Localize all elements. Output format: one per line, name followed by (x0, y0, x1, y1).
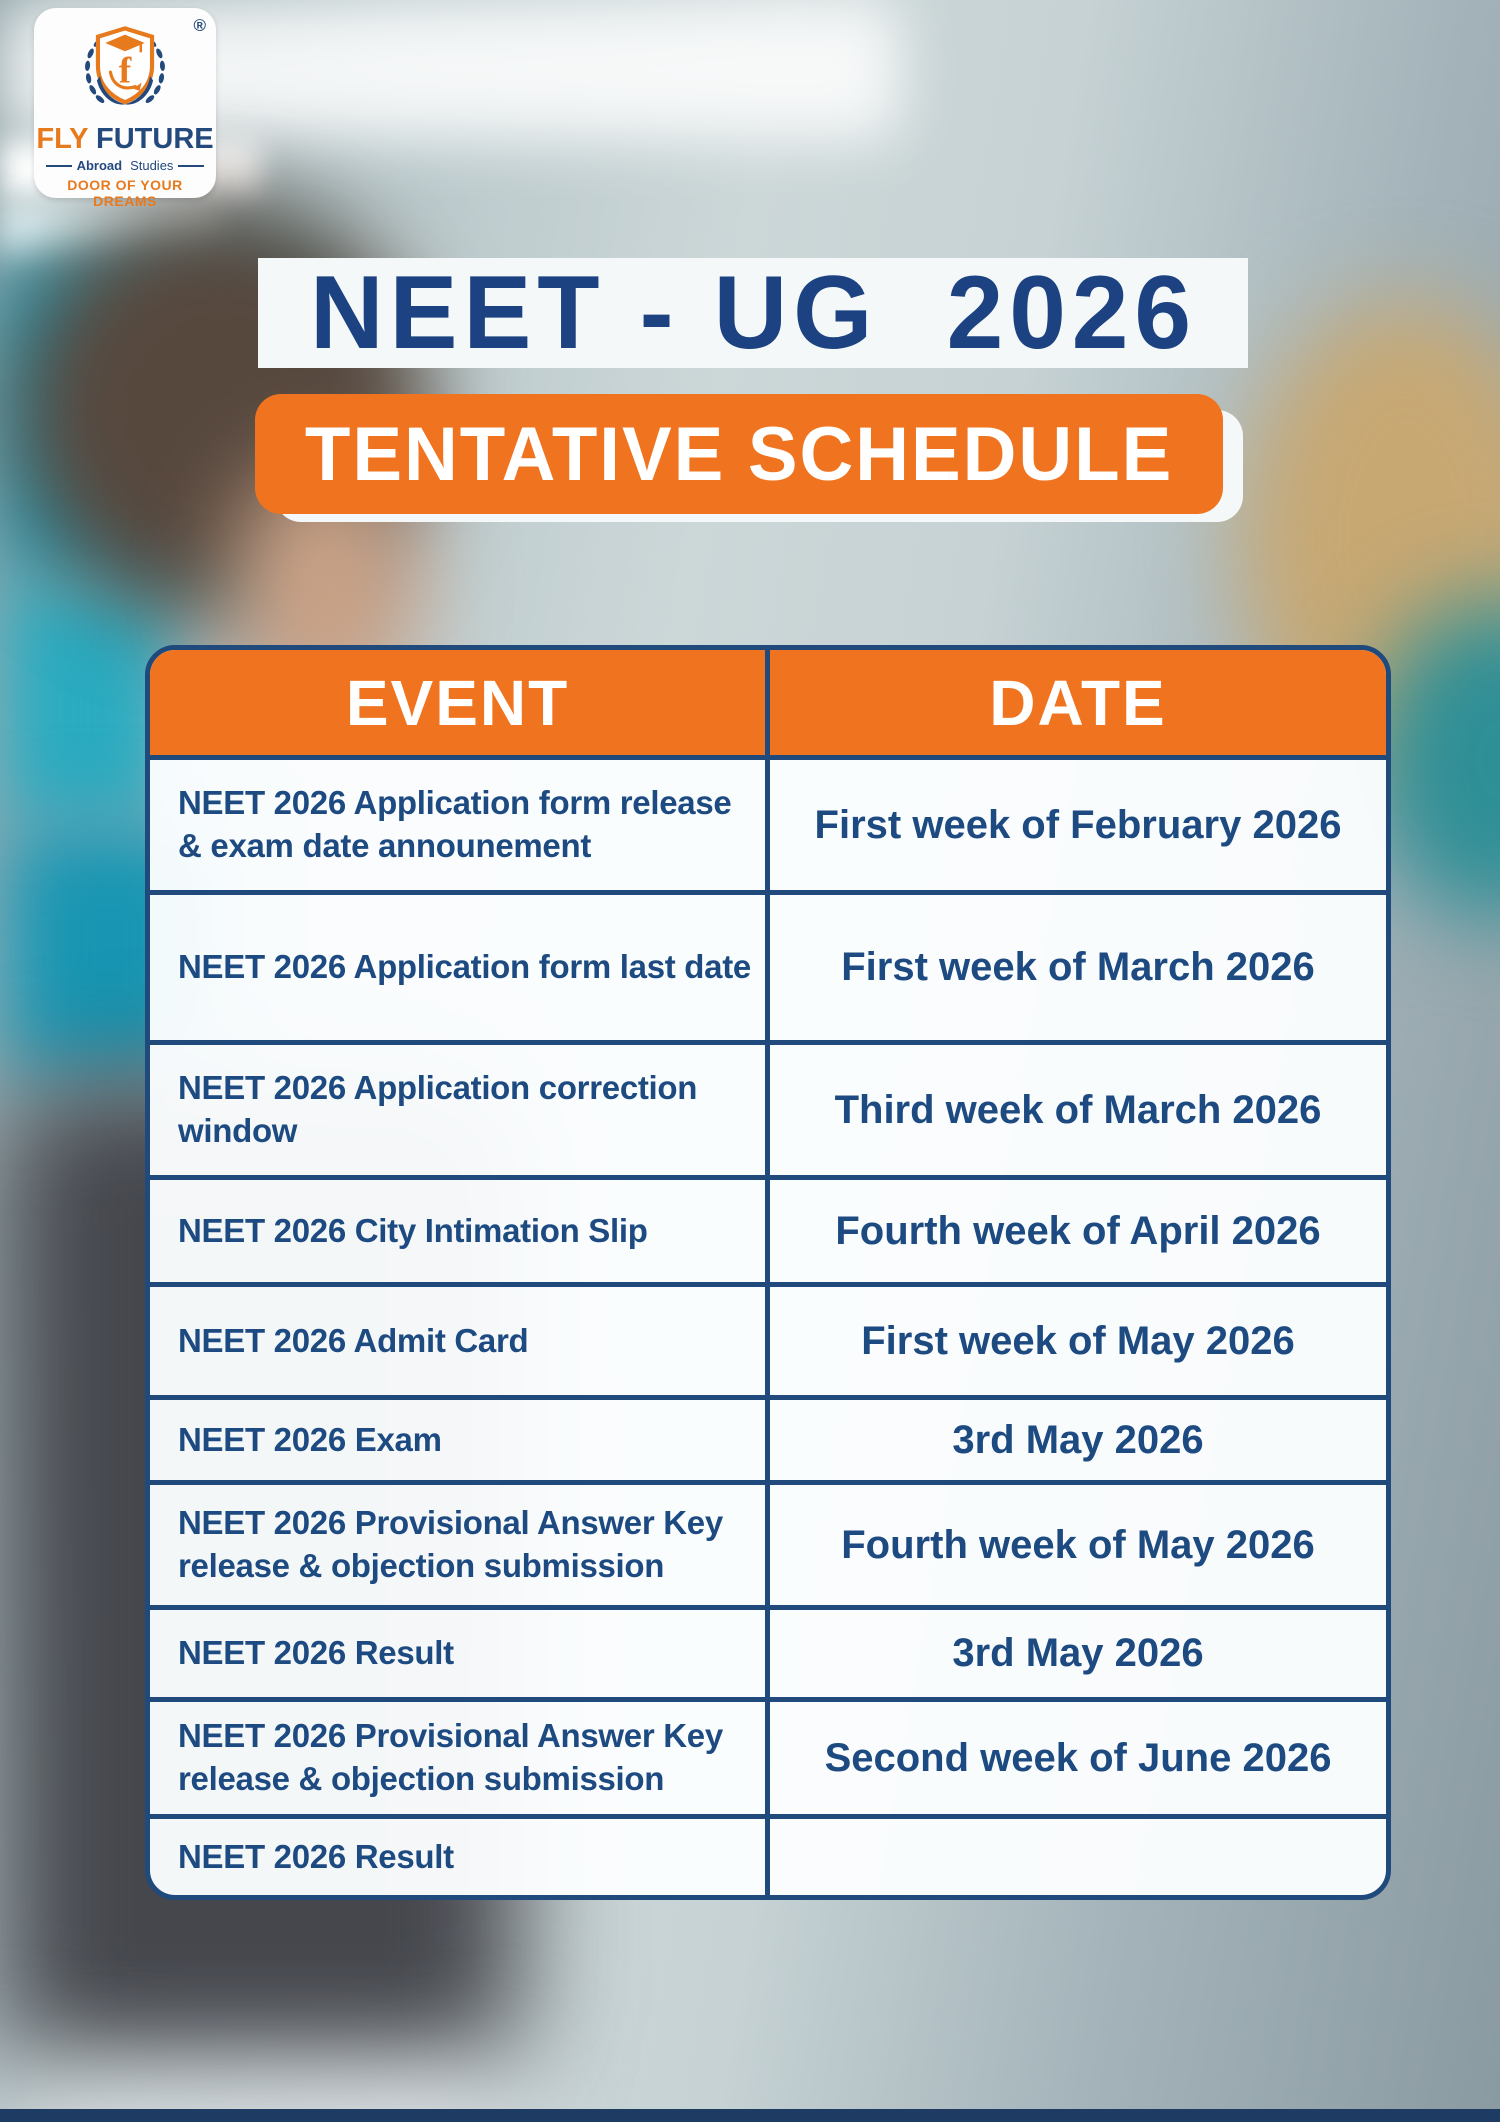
event-cell: NEET 2026 City Intimation Slip (178, 1211, 648, 1249)
date-cell: First week of February 2026 (765, 760, 1386, 890)
tagline-rule (46, 165, 72, 167)
date-cell: 3rd May 2026 (765, 1400, 1386, 1480)
poster-subtitle-banner (255, 394, 1223, 514)
date-cell: Second week of June 2026 (765, 1702, 1386, 1814)
event-cell: NEET 2026 Application correction window (178, 1069, 698, 1149)
table-row (150, 1480, 1386, 1605)
svg-text:f: f (118, 50, 132, 92)
table-row (150, 1697, 1386, 1814)
brand-emblem-icon (73, 18, 177, 122)
column-header-event: EVENT (345, 666, 570, 739)
date-cell: First week of March 2026 (765, 895, 1386, 1040)
event-cell: NEET 2026 Result (178, 1634, 454, 1672)
table-row (150, 890, 1386, 1040)
brand-name-accent: FLY (36, 123, 88, 155)
table-body (150, 755, 1386, 1895)
event-cell: NEET 2026 Result (178, 1837, 454, 1875)
tagline-rest: Studies (130, 158, 174, 173)
tagline-bold: Abroad (76, 158, 123, 173)
event-cell: NEET 2026 Exam (178, 1420, 442, 1458)
table-row (150, 1605, 1386, 1697)
registered-mark: ® (193, 16, 206, 35)
brand-logo-card (34, 8, 216, 209)
table-header-row (150, 650, 1386, 755)
date-cell: Third week of March 2026 (765, 1045, 1386, 1175)
brand-name (34, 125, 216, 154)
date-cell (765, 1819, 1386, 1895)
table-row (150, 1175, 1386, 1282)
schedule-table (145, 645, 1391, 1900)
brand-tagline (34, 158, 216, 173)
column-header-date: DATE (765, 650, 1386, 755)
poster-subtitle: TENTATIVE SCHEDULE (304, 411, 1174, 497)
date-cell: Fourth week of April 2026 (765, 1180, 1386, 1282)
table-row (150, 1040, 1386, 1175)
table-row (150, 1814, 1386, 1895)
date-cell: Fourth week of May 2026 (765, 1485, 1386, 1605)
footer-bar (0, 2109, 1500, 2122)
event-cell: NEET 2026 Admit Card (178, 1321, 529, 1359)
event-cell: NEET 2026 Provisional Answer Key release & objection submission (178, 1717, 723, 1797)
poster-title: NEET - UG 2026 (309, 254, 1197, 371)
date-cell: 3rd May 2026 (765, 1610, 1386, 1697)
table-row (150, 1282, 1386, 1395)
poster-title-box (258, 254, 1248, 371)
event-cell: NEET 2026 Provisional Answer Key release & objection submission (178, 1504, 723, 1584)
tagline-rule (178, 165, 204, 167)
brand-motto: DOOR OF YOUR DREAMS (67, 177, 183, 209)
table-row (150, 755, 1386, 890)
table-row (150, 1395, 1386, 1480)
date-cell: First week of May 2026 (765, 1287, 1386, 1395)
event-cell: NEET 2026 Application form release & exam date announement (178, 784, 732, 864)
brand-name-rest: FUTURE (96, 123, 214, 155)
event-cell: NEET 2026 Application form last date (178, 948, 751, 986)
